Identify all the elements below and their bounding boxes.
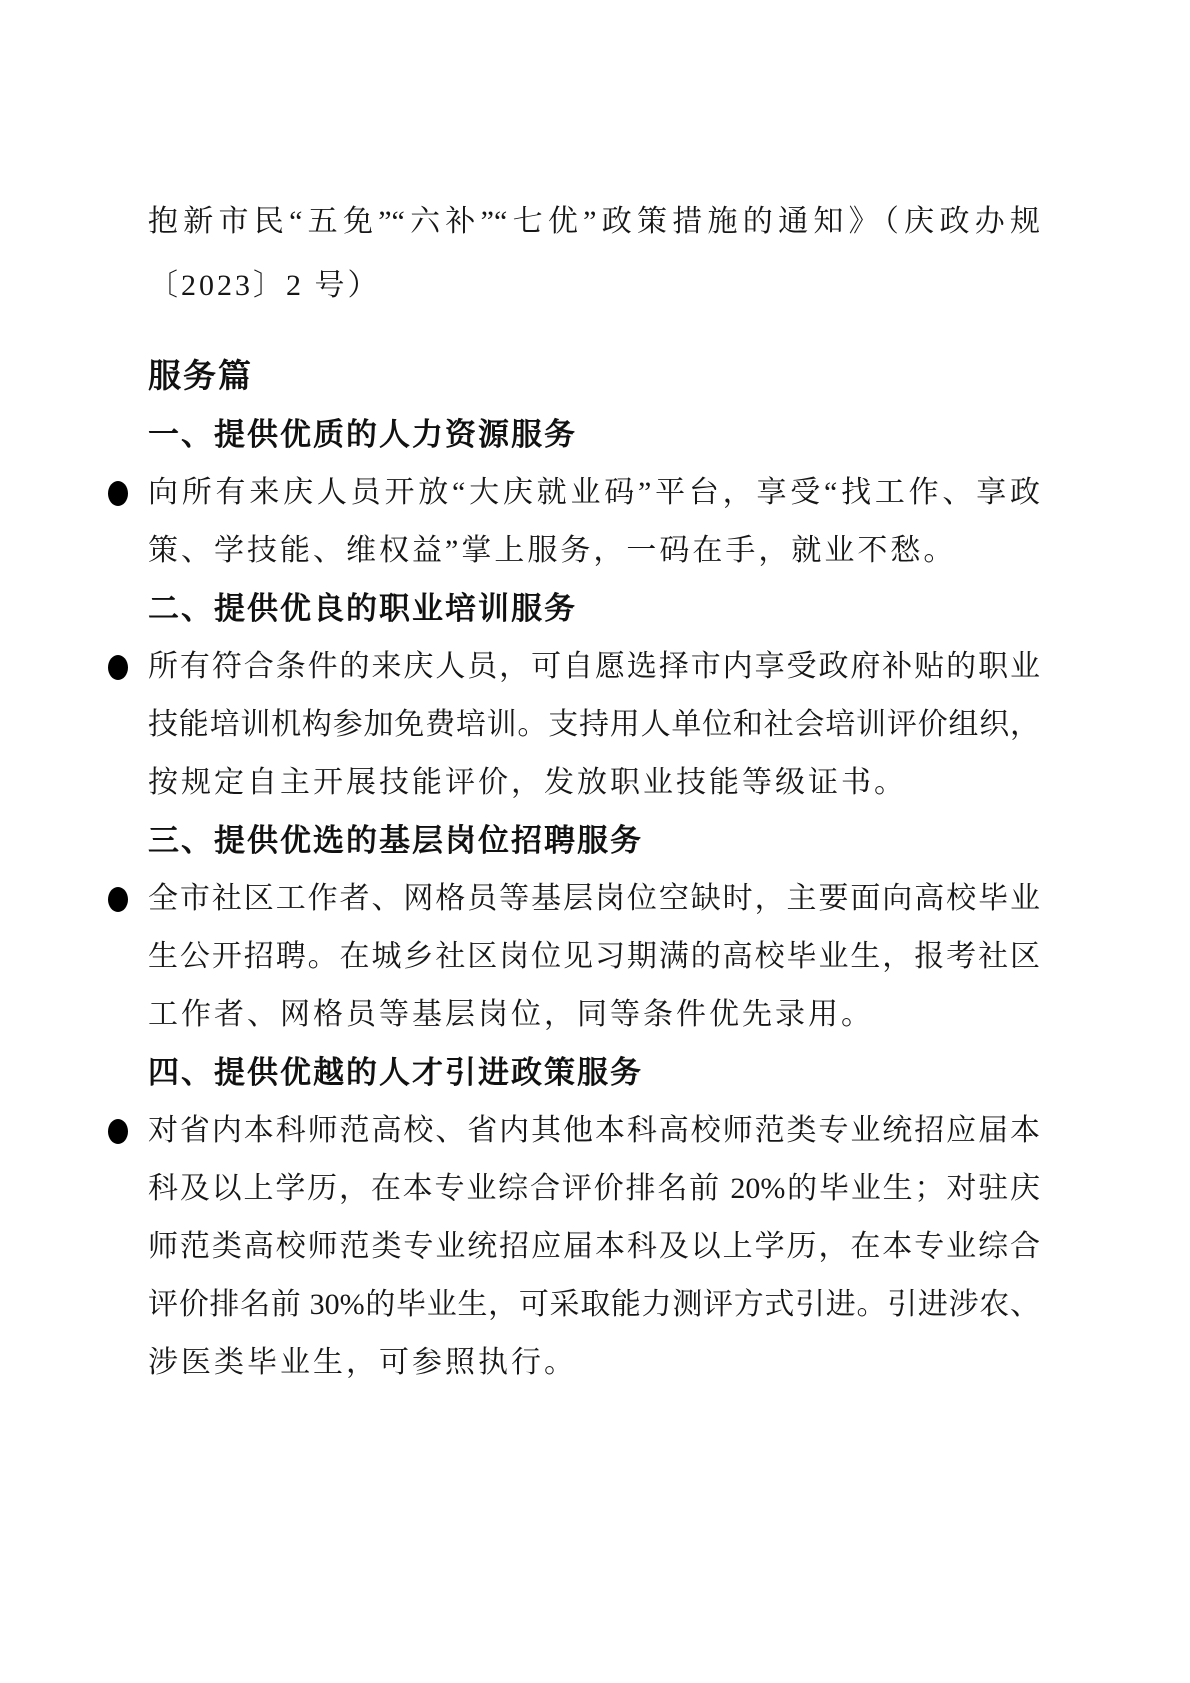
body-line: 工作者、网格员等基层岗位，同等条件优先录用。 [148,998,874,1031]
body-line: 评价排名前 30%的毕业生，可采取能力测评方式引进。引进涉农、 [148,1288,1040,1321]
body-line: 生公开招聘。在城乡社区岗位见习期满的高校毕业生，报考社区 [148,940,1040,973]
body-line: 对省内本科师范高校、省内其他本科高校师范类专业统招应届本 [148,1114,1040,1147]
intro-line-2: 〔2023〕2 号） [148,269,381,302]
section-heading-1: 一、提供优质的人力资源服务 [148,417,577,452]
body-line: 科及以上学历，在本专业综合评价排名前 20%的毕业生；对驻庆 [148,1172,1040,1205]
bullet-icon [108,887,128,912]
body-line: 按规定自主开展技能评价，发放职业技能等级证书。 [148,766,907,799]
body-line: 策、学技能、维权益”掌上服务，一码在手，就业不愁。 [148,534,957,567]
body-line: 涉医类毕业生，可参照执行。 [148,1346,577,1379]
bullet-item-2 [148,638,1040,812]
intro-line-1: 抱新市民“五免”“六补”“七优”政策措施的通知》（庆政办规 [148,205,1040,238]
section-heading-3: 三、提供优选的基层岗位招聘服务 [148,823,643,858]
bullet-icon [108,481,128,506]
section-heading-4: 四、提供优越的人才引进政策服务 [148,1055,643,1090]
bullet-item-3 [148,870,1040,1044]
body-line: 所有符合条件的来庆人员，可自愿选择市内享受政府补贴的职业 [148,650,1040,683]
body-line: 师范类高校师范类专业统招应届本科及以上学历，在本专业综合 [148,1230,1040,1263]
part-title: 服务篇 [148,359,253,395]
section-heading-2: 二、提供优良的职业培训服务 [148,591,577,626]
bullet-icon [108,655,128,680]
body-line: 向所有来庆人员开放“大庆就业码”平台，享受“找工作、享政 [148,476,1040,509]
bullet-item-4 [148,1102,1040,1392]
intro-paragraph [148,190,1040,318]
body-line: 技能培训机构参加免费培训。支持用人单位和社会培训评价组织， [148,708,1040,741]
document-content [148,190,1040,1392]
bullet-item-1 [148,464,1040,580]
bullet-icon [108,1119,128,1144]
body-line: 全市社区工作者、网格员等基层岗位空缺时，主要面向高校毕业 [148,882,1040,915]
